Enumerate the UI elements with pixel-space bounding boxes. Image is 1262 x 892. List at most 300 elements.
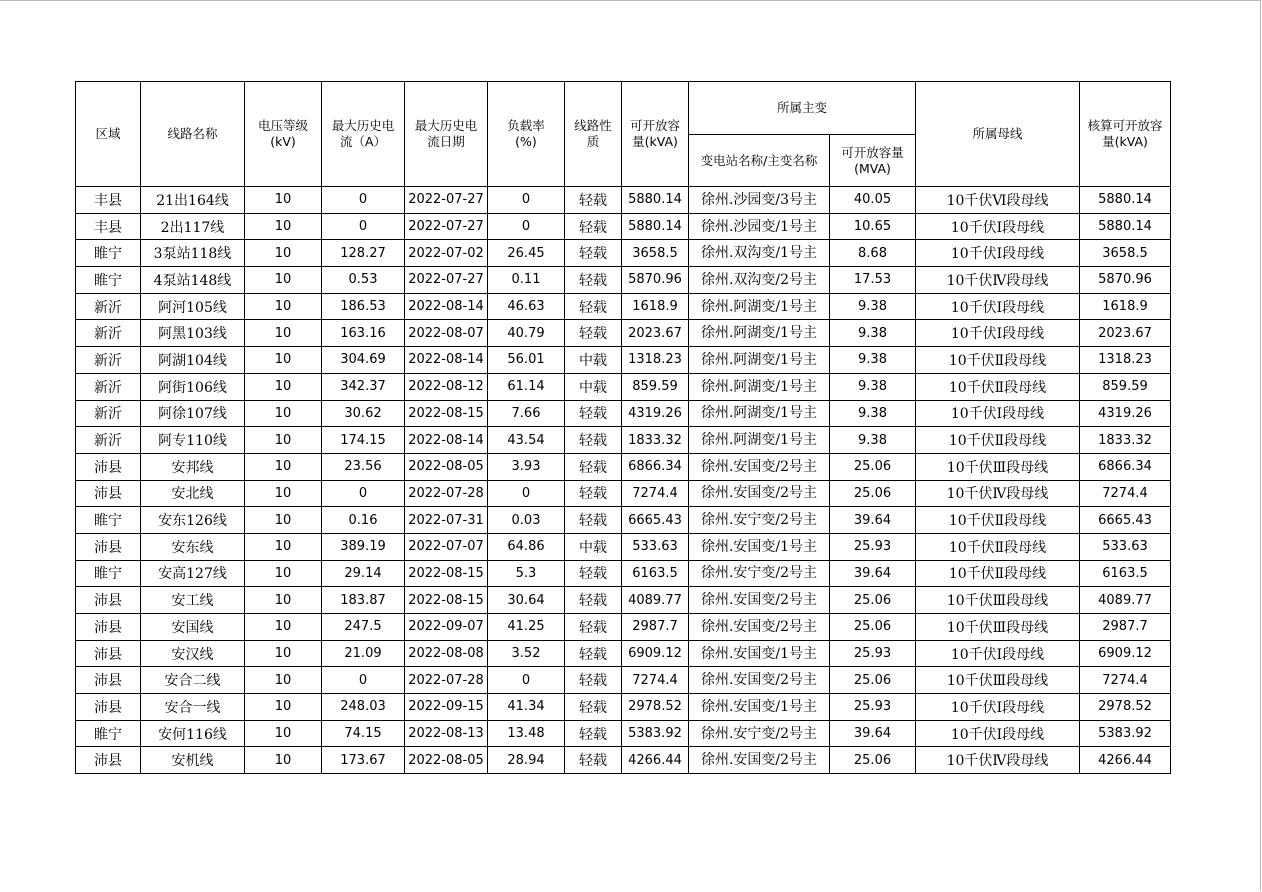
cell-region: 睢宁 bbox=[76, 240, 141, 267]
cell-line-name: 2出117线 bbox=[141, 213, 245, 240]
cell-calc-capacity: 2978.52 bbox=[1080, 694, 1171, 721]
cell-open-capacity: 2978.52 bbox=[622, 694, 689, 721]
cell-open-capacity: 4266.44 bbox=[622, 747, 689, 774]
cell-open-capacity: 4319.26 bbox=[622, 400, 689, 427]
cell-bus: 10千伏Ⅳ段母线 bbox=[916, 480, 1080, 507]
cell-max-date: 2022-08-05 bbox=[405, 747, 488, 774]
header-calc-capacity: 核算可开放容 量(kVA) bbox=[1080, 82, 1171, 187]
cell-calc-capacity: 4266.44 bbox=[1080, 747, 1171, 774]
cell-region: 沛县 bbox=[76, 533, 141, 560]
cell-bus: 10千伏Ⅲ段母线 bbox=[916, 587, 1080, 614]
table-row bbox=[76, 667, 1171, 694]
cell-nature: 轻载 bbox=[565, 614, 622, 641]
cell-line-name: 阿徐107线 bbox=[141, 400, 245, 427]
cell-open-capacity: 2987.7 bbox=[622, 614, 689, 641]
cell-line-name: 安合一线 bbox=[141, 694, 245, 721]
cell-substation: 徐州.安国变/1号主 bbox=[689, 694, 830, 721]
cell-bus: 10千伏Ⅱ段母线 bbox=[916, 347, 1080, 374]
cell-max-current: 74.15 bbox=[322, 720, 405, 747]
cell-open-capacity: 6665.43 bbox=[622, 507, 689, 534]
cell-max-current: 163.16 bbox=[322, 320, 405, 347]
cell-load-rate: 64.86 bbox=[488, 533, 565, 560]
header-load-rate: 负载率 (%) bbox=[488, 82, 565, 187]
cell-max-date: 2022-08-14 bbox=[405, 427, 488, 454]
cell-nature: 中载 bbox=[565, 373, 622, 400]
cell-calc-capacity: 3658.5 bbox=[1080, 240, 1171, 267]
cell-load-rate: 0.03 bbox=[488, 507, 565, 534]
header-voltage: 电压等级 (kV) bbox=[245, 82, 322, 187]
cell-transformer-capacity: 25.06 bbox=[830, 614, 916, 641]
cell-bus: 10千伏Ⅵ段母线 bbox=[916, 187, 1080, 214]
cell-region: 睢宁 bbox=[76, 560, 141, 587]
table-row bbox=[76, 694, 1171, 721]
cell-voltage: 10 bbox=[245, 373, 322, 400]
cell-region: 沛县 bbox=[76, 747, 141, 774]
cell-region: 丰县 bbox=[76, 187, 141, 214]
cell-bus: 10千伏Ⅰ段母线 bbox=[916, 400, 1080, 427]
cell-nature: 轻载 bbox=[565, 587, 622, 614]
cell-voltage: 10 bbox=[245, 560, 322, 587]
cell-voltage: 10 bbox=[245, 240, 322, 267]
table-row bbox=[76, 720, 1171, 747]
cell-transformer-capacity: 25.06 bbox=[830, 453, 916, 480]
cell-bus: 10千伏Ⅳ段母线 bbox=[916, 267, 1080, 294]
cell-nature: 轻载 bbox=[565, 747, 622, 774]
cell-substation: 徐州.阿湖变/1号主 bbox=[689, 293, 830, 320]
cell-line-name: 4泵站148线 bbox=[141, 267, 245, 294]
cell-load-rate: 0 bbox=[488, 480, 565, 507]
cell-load-rate: 3.52 bbox=[488, 640, 565, 667]
cell-max-current: 29.14 bbox=[322, 560, 405, 587]
table-row bbox=[76, 507, 1171, 534]
table-row bbox=[76, 614, 1171, 641]
table-row bbox=[76, 293, 1171, 320]
cell-nature: 中载 bbox=[565, 347, 622, 374]
cell-transformer-capacity: 9.38 bbox=[830, 293, 916, 320]
cell-load-rate: 26.45 bbox=[488, 240, 565, 267]
table-row bbox=[76, 640, 1171, 667]
cell-open-capacity: 2023.67 bbox=[622, 320, 689, 347]
cell-bus: 10千伏Ⅰ段母线 bbox=[916, 320, 1080, 347]
cell-nature: 中载 bbox=[565, 533, 622, 560]
cell-max-date: 2022-07-28 bbox=[405, 480, 488, 507]
cell-substation: 徐州.沙园变/3号主 bbox=[689, 187, 830, 214]
cell-open-capacity: 1833.32 bbox=[622, 427, 689, 454]
cell-calc-capacity: 2987.7 bbox=[1080, 614, 1171, 641]
cell-bus: 10千伏Ⅲ段母线 bbox=[916, 667, 1080, 694]
cell-region: 沛县 bbox=[76, 587, 141, 614]
cell-voltage: 10 bbox=[245, 694, 322, 721]
cell-voltage: 10 bbox=[245, 213, 322, 240]
cell-transformer-capacity: 25.06 bbox=[830, 480, 916, 507]
cell-line-name: 3泵站118线 bbox=[141, 240, 245, 267]
table-row bbox=[76, 400, 1171, 427]
cell-nature: 轻载 bbox=[565, 694, 622, 721]
cell-nature: 轻载 bbox=[565, 507, 622, 534]
table-row bbox=[76, 560, 1171, 587]
cell-nature: 轻载 bbox=[565, 453, 622, 480]
cell-max-date: 2022-07-31 bbox=[405, 507, 488, 534]
cell-voltage: 10 bbox=[245, 533, 322, 560]
cell-open-capacity: 5880.14 bbox=[622, 213, 689, 240]
cell-transformer-capacity: 8.68 bbox=[830, 240, 916, 267]
header-substation-name: 变电站名称/主变名称 bbox=[689, 135, 830, 187]
cell-load-rate: 0 bbox=[488, 667, 565, 694]
cell-max-current: 0 bbox=[322, 213, 405, 240]
cell-region: 新沂 bbox=[76, 320, 141, 347]
cell-max-date: 2022-08-05 bbox=[405, 453, 488, 480]
cell-nature: 轻载 bbox=[565, 640, 622, 667]
table-row bbox=[76, 347, 1171, 374]
cell-substation: 徐州.阿湖变/1号主 bbox=[689, 320, 830, 347]
cell-max-date: 2022-08-12 bbox=[405, 373, 488, 400]
header-max-current: 最大历史电 流（A） bbox=[322, 82, 405, 187]
cell-substation: 徐州.阿湖变/1号主 bbox=[689, 400, 830, 427]
cell-max-current: 0.53 bbox=[322, 267, 405, 294]
cell-substation: 徐州.双沟变/1号主 bbox=[689, 240, 830, 267]
cell-bus: 10千伏Ⅱ段母线 bbox=[916, 427, 1080, 454]
cell-line-name: 安高127线 bbox=[141, 560, 245, 587]
cell-bus: 10千伏Ⅱ段母线 bbox=[916, 507, 1080, 534]
cell-max-date: 2022-09-07 bbox=[405, 614, 488, 641]
cell-max-date: 2022-08-15 bbox=[405, 587, 488, 614]
cell-max-date: 2022-07-27 bbox=[405, 187, 488, 214]
cell-substation: 徐州.阿湖变/1号主 bbox=[689, 347, 830, 374]
cell-line-name: 安国线 bbox=[141, 614, 245, 641]
cell-transformer-capacity: 25.93 bbox=[830, 694, 916, 721]
cell-max-current: 23.56 bbox=[322, 453, 405, 480]
cell-load-rate: 13.48 bbox=[488, 720, 565, 747]
header-max-date: 最大历史电 流日期 bbox=[405, 82, 488, 187]
cell-line-name: 阿河105线 bbox=[141, 293, 245, 320]
cell-max-current: 342.37 bbox=[322, 373, 405, 400]
cell-line-name: 安邦线 bbox=[141, 453, 245, 480]
cell-max-current: 174.15 bbox=[322, 427, 405, 454]
table-row bbox=[76, 587, 1171, 614]
cell-voltage: 10 bbox=[245, 400, 322, 427]
cell-region: 沛县 bbox=[76, 694, 141, 721]
cell-calc-capacity: 5880.14 bbox=[1080, 213, 1171, 240]
header-bus: 所属母线 bbox=[916, 82, 1080, 187]
cell-max-current: 0 bbox=[322, 187, 405, 214]
cell-max-date: 2022-07-02 bbox=[405, 240, 488, 267]
cell-line-name: 阿街106线 bbox=[141, 373, 245, 400]
cell-transformer-capacity: 9.38 bbox=[830, 400, 916, 427]
cell-line-name: 安合二线 bbox=[141, 667, 245, 694]
cell-bus: 10千伏Ⅱ段母线 bbox=[916, 373, 1080, 400]
cell-voltage: 10 bbox=[245, 667, 322, 694]
cell-substation: 徐州.阿湖变/1号主 bbox=[689, 427, 830, 454]
cell-calc-capacity: 1318.23 bbox=[1080, 347, 1171, 374]
cell-region: 睢宁 bbox=[76, 720, 141, 747]
cell-open-capacity: 859.59 bbox=[622, 373, 689, 400]
cell-transformer-capacity: 25.06 bbox=[830, 747, 916, 774]
table-row bbox=[76, 480, 1171, 507]
cell-open-capacity: 7274.4 bbox=[622, 667, 689, 694]
table-row bbox=[76, 373, 1171, 400]
cell-open-capacity: 5383.92 bbox=[622, 720, 689, 747]
cell-line-name: 阿湖104线 bbox=[141, 347, 245, 374]
cell-region: 沛县 bbox=[76, 614, 141, 641]
cell-voltage: 10 bbox=[245, 187, 322, 214]
cell-max-date: 2022-07-27 bbox=[405, 213, 488, 240]
cell-transformer-capacity: 25.06 bbox=[830, 587, 916, 614]
cell-calc-capacity: 859.59 bbox=[1080, 373, 1171, 400]
cell-calc-capacity: 4089.77 bbox=[1080, 587, 1171, 614]
cell-line-name: 安工线 bbox=[141, 587, 245, 614]
cell-transformer-capacity: 25.06 bbox=[830, 667, 916, 694]
cell-max-date: 2022-07-07 bbox=[405, 533, 488, 560]
cell-max-current: 0 bbox=[322, 667, 405, 694]
cell-nature: 轻载 bbox=[565, 667, 622, 694]
cell-max-date: 2022-07-28 bbox=[405, 667, 488, 694]
cell-open-capacity: 7274.4 bbox=[622, 480, 689, 507]
cell-load-rate: 41.25 bbox=[488, 614, 565, 641]
cell-max-date: 2022-07-27 bbox=[405, 267, 488, 294]
cell-max-current: 248.03 bbox=[322, 694, 405, 721]
cell-voltage: 10 bbox=[245, 453, 322, 480]
cell-substation: 徐州.安国变/2号主 bbox=[689, 614, 830, 641]
cell-bus: 10千伏Ⅰ段母线 bbox=[916, 694, 1080, 721]
cell-load-rate: 43.54 bbox=[488, 427, 565, 454]
cell-voltage: 10 bbox=[245, 747, 322, 774]
cell-voltage: 10 bbox=[245, 507, 322, 534]
cell-calc-capacity: 6163.5 bbox=[1080, 560, 1171, 587]
cell-region: 沛县 bbox=[76, 480, 141, 507]
cell-line-name: 安北线 bbox=[141, 480, 245, 507]
cell-max-current: 0 bbox=[322, 480, 405, 507]
header-line-name: 线路名称 bbox=[141, 82, 245, 187]
cell-load-rate: 28.94 bbox=[488, 747, 565, 774]
cell-load-rate: 0 bbox=[488, 187, 565, 214]
cell-max-current: 304.69 bbox=[322, 347, 405, 374]
cell-voltage: 10 bbox=[245, 640, 322, 667]
cell-bus: 10千伏Ⅰ段母线 bbox=[916, 213, 1080, 240]
cell-open-capacity: 1318.23 bbox=[622, 347, 689, 374]
cell-load-rate: 0.11 bbox=[488, 267, 565, 294]
cell-nature: 轻载 bbox=[565, 720, 622, 747]
cell-calc-capacity: 5880.14 bbox=[1080, 187, 1171, 214]
cell-max-current: 186.53 bbox=[322, 293, 405, 320]
cell-substation: 徐州.沙园变/1号主 bbox=[689, 213, 830, 240]
cell-substation: 徐州.安国变/2号主 bbox=[689, 587, 830, 614]
cell-load-rate: 0 bbox=[488, 213, 565, 240]
cell-bus: 10千伏Ⅰ段母线 bbox=[916, 640, 1080, 667]
cell-max-date: 2022-08-15 bbox=[405, 560, 488, 587]
cell-line-name: 安机线 bbox=[141, 747, 245, 774]
cell-voltage: 10 bbox=[245, 293, 322, 320]
cell-transformer-capacity: 10.65 bbox=[830, 213, 916, 240]
cell-nature: 轻载 bbox=[565, 320, 622, 347]
cell-max-date: 2022-09-15 bbox=[405, 694, 488, 721]
cell-max-date: 2022-08-08 bbox=[405, 640, 488, 667]
table-row bbox=[76, 427, 1171, 454]
table-row bbox=[76, 747, 1171, 774]
cell-transformer-capacity: 17.53 bbox=[830, 267, 916, 294]
cell-line-name: 安东线 bbox=[141, 533, 245, 560]
cell-region: 沛县 bbox=[76, 667, 141, 694]
cell-transformer-capacity: 9.38 bbox=[830, 320, 916, 347]
cell-voltage: 10 bbox=[245, 587, 322, 614]
cell-transformer-capacity: 25.93 bbox=[830, 533, 916, 560]
cell-voltage: 10 bbox=[245, 480, 322, 507]
cell-load-rate: 46.63 bbox=[488, 293, 565, 320]
cell-transformer-capacity: 25.93 bbox=[830, 640, 916, 667]
table-body bbox=[76, 187, 1171, 774]
cell-nature: 轻载 bbox=[565, 267, 622, 294]
cell-open-capacity: 533.63 bbox=[622, 533, 689, 560]
capacity-table bbox=[75, 81, 1171, 774]
table-row bbox=[76, 320, 1171, 347]
cell-calc-capacity: 6909.12 bbox=[1080, 640, 1171, 667]
cell-line-name: 阿黑103线 bbox=[141, 320, 245, 347]
cell-max-date: 2022-08-14 bbox=[405, 293, 488, 320]
cell-calc-capacity: 7274.4 bbox=[1080, 480, 1171, 507]
cell-nature: 轻载 bbox=[565, 480, 622, 507]
cell-nature: 轻载 bbox=[565, 187, 622, 214]
cell-region: 沛县 bbox=[76, 640, 141, 667]
cell-region: 新沂 bbox=[76, 373, 141, 400]
cell-substation: 徐州.安国变/1号主 bbox=[689, 533, 830, 560]
cell-max-current: 128.27 bbox=[322, 240, 405, 267]
cell-max-date: 2022-08-13 bbox=[405, 720, 488, 747]
cell-open-capacity: 6866.34 bbox=[622, 453, 689, 480]
cell-nature: 轻载 bbox=[565, 400, 622, 427]
table-row bbox=[76, 267, 1171, 294]
cell-line-name: 安东126线 bbox=[141, 507, 245, 534]
cell-region: 丰县 bbox=[76, 213, 141, 240]
cell-voltage: 10 bbox=[245, 614, 322, 641]
header-row-1 bbox=[76, 82, 1171, 135]
cell-transformer-capacity: 39.64 bbox=[830, 560, 916, 587]
cell-load-rate: 3.93 bbox=[488, 453, 565, 480]
cell-region: 新沂 bbox=[76, 347, 141, 374]
cell-voltage: 10 bbox=[245, 320, 322, 347]
cell-nature: 轻载 bbox=[565, 213, 622, 240]
cell-open-capacity: 6163.5 bbox=[622, 560, 689, 587]
header-transformer-capacity: 可开放容量 (MVA) bbox=[830, 135, 916, 187]
header-open-capacity: 可开放容 量(kVA) bbox=[622, 82, 689, 187]
cell-open-capacity: 6909.12 bbox=[622, 640, 689, 667]
cell-max-current: 389.19 bbox=[322, 533, 405, 560]
cell-load-rate: 7.66 bbox=[488, 400, 565, 427]
cell-nature: 轻载 bbox=[565, 293, 622, 320]
cell-calc-capacity: 2023.67 bbox=[1080, 320, 1171, 347]
cell-transformer-capacity: 39.64 bbox=[830, 507, 916, 534]
table-row bbox=[76, 533, 1171, 560]
table-row bbox=[76, 240, 1171, 267]
header-region: 区域 bbox=[76, 82, 141, 187]
cell-open-capacity: 5880.14 bbox=[622, 187, 689, 214]
cell-region: 新沂 bbox=[76, 400, 141, 427]
cell-load-rate: 5.3 bbox=[488, 560, 565, 587]
cell-bus: 10千伏Ⅰ段母线 bbox=[916, 720, 1080, 747]
cell-line-name: 安汉线 bbox=[141, 640, 245, 667]
cell-bus: 10千伏Ⅱ段母线 bbox=[916, 560, 1080, 587]
cell-region: 新沂 bbox=[76, 293, 141, 320]
cell-transformer-capacity: 39.64 bbox=[830, 720, 916, 747]
table-row bbox=[76, 453, 1171, 480]
cell-max-date: 2022-08-14 bbox=[405, 347, 488, 374]
cell-max-date: 2022-08-15 bbox=[405, 400, 488, 427]
cell-max-current: 30.62 bbox=[322, 400, 405, 427]
cell-calc-capacity: 5383.92 bbox=[1080, 720, 1171, 747]
cell-substation: 徐州.安国变/1号主 bbox=[689, 640, 830, 667]
cell-transformer-capacity: 9.38 bbox=[830, 347, 916, 374]
cell-substation: 徐州.双沟变/2号主 bbox=[689, 267, 830, 294]
cell-open-capacity: 5870.96 bbox=[622, 267, 689, 294]
header-nature: 线路性 质 bbox=[565, 82, 622, 187]
cell-calc-capacity: 5870.96 bbox=[1080, 267, 1171, 294]
cell-transformer-capacity: 40.05 bbox=[830, 187, 916, 214]
cell-bus: 10千伏Ⅲ段母线 bbox=[916, 614, 1080, 641]
cell-open-capacity: 4089.77 bbox=[622, 587, 689, 614]
cell-region: 新沂 bbox=[76, 427, 141, 454]
cell-max-date: 2022-08-07 bbox=[405, 320, 488, 347]
cell-nature: 轻载 bbox=[565, 240, 622, 267]
cell-substation: 徐州.安国变/2号主 bbox=[689, 747, 830, 774]
cell-bus: 10千伏Ⅱ段母线 bbox=[916, 533, 1080, 560]
cell-calc-capacity: 4319.26 bbox=[1080, 400, 1171, 427]
cell-voltage: 10 bbox=[245, 267, 322, 294]
cell-transformer-capacity: 9.38 bbox=[830, 427, 916, 454]
cell-region: 睢宁 bbox=[76, 507, 141, 534]
cell-bus: 10千伏Ⅳ段母线 bbox=[916, 747, 1080, 774]
cell-bus: 10千伏Ⅰ段母线 bbox=[916, 240, 1080, 267]
cell-bus: 10千伏Ⅰ段母线 bbox=[916, 293, 1080, 320]
cell-substation: 徐州.安宁变/2号主 bbox=[689, 507, 830, 534]
cell-open-capacity: 3658.5 bbox=[622, 240, 689, 267]
cell-max-current: 21.09 bbox=[322, 640, 405, 667]
cell-nature: 轻载 bbox=[565, 560, 622, 587]
cell-nature: 轻载 bbox=[565, 427, 622, 454]
table-row bbox=[76, 187, 1171, 214]
cell-transformer-capacity: 9.38 bbox=[830, 373, 916, 400]
cell-bus: 10千伏Ⅲ段母线 bbox=[916, 453, 1080, 480]
cell-calc-capacity: 7274.4 bbox=[1080, 667, 1171, 694]
cell-load-rate: 41.34 bbox=[488, 694, 565, 721]
cell-region: 睢宁 bbox=[76, 267, 141, 294]
cell-substation: 徐州.安国变/2号主 bbox=[689, 667, 830, 694]
cell-load-rate: 40.79 bbox=[488, 320, 565, 347]
cell-calc-capacity: 6866.34 bbox=[1080, 453, 1171, 480]
header-main-transformer: 所属主变 bbox=[689, 82, 916, 135]
cell-substation: 徐州.安宁变/2号主 bbox=[689, 560, 830, 587]
cell-open-capacity: 1618.9 bbox=[622, 293, 689, 320]
cell-line-name: 阿专110线 bbox=[141, 427, 245, 454]
cell-max-current: 183.87 bbox=[322, 587, 405, 614]
cell-voltage: 10 bbox=[245, 427, 322, 454]
cell-substation: 徐州.安国变/2号主 bbox=[689, 480, 830, 507]
cell-line-name: 安何116线 bbox=[141, 720, 245, 747]
cell-calc-capacity: 1618.9 bbox=[1080, 293, 1171, 320]
cell-load-rate: 30.64 bbox=[488, 587, 565, 614]
cell-load-rate: 61.14 bbox=[488, 373, 565, 400]
cell-region: 沛县 bbox=[76, 453, 141, 480]
cell-calc-capacity: 6665.43 bbox=[1080, 507, 1171, 534]
cell-max-current: 0.16 bbox=[322, 507, 405, 534]
table-row bbox=[76, 213, 1171, 240]
cell-substation: 徐州.安宁变/2号主 bbox=[689, 720, 830, 747]
cell-load-rate: 56.01 bbox=[488, 347, 565, 374]
cell-max-current: 173.67 bbox=[322, 747, 405, 774]
cell-substation: 徐州.安国变/2号主 bbox=[689, 453, 830, 480]
cell-max-current: 247.5 bbox=[322, 614, 405, 641]
cell-line-name: 21出164线 bbox=[141, 187, 245, 214]
cell-voltage: 10 bbox=[245, 347, 322, 374]
cell-calc-capacity: 533.63 bbox=[1080, 533, 1171, 560]
cell-voltage: 10 bbox=[245, 720, 322, 747]
